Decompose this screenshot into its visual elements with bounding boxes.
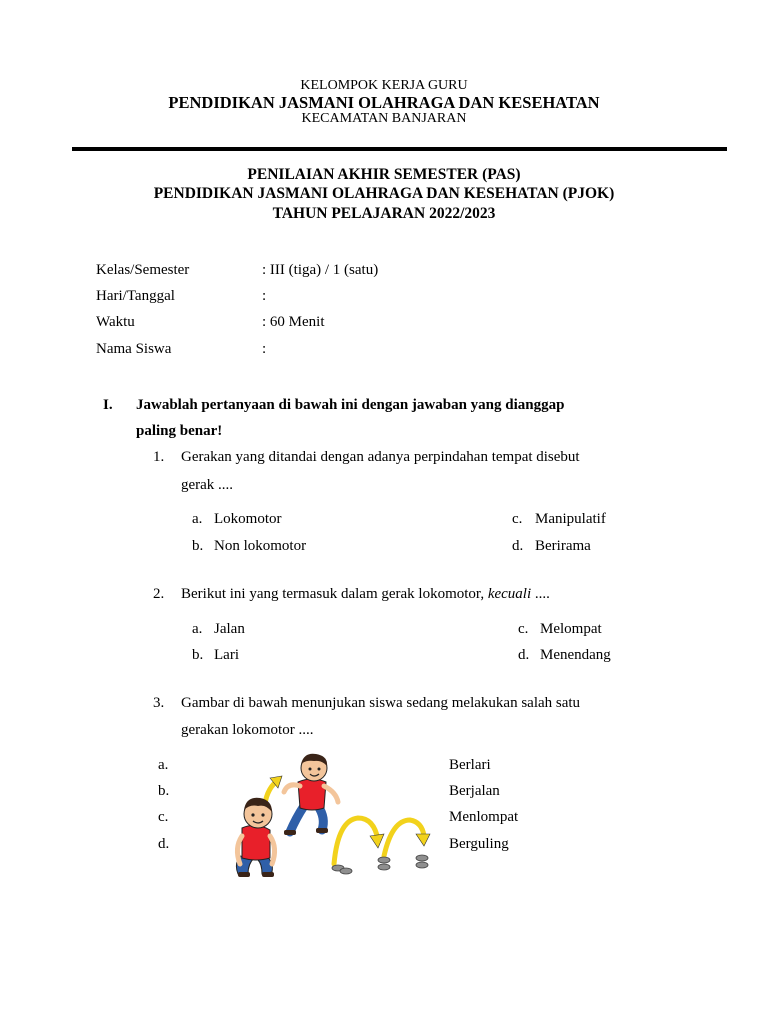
question-2-option-a-letter: a. [192,621,203,637]
question-3-option-b-letter: b. [158,783,170,799]
info-value-day: : [262,288,267,304]
question-2-option-d-letter: d. [518,647,530,663]
question-2-option-a[interactable]: Jalan [214,621,245,637]
question-1-option-b[interactable]: Non lokomotor [214,538,307,554]
info-label-class: Kelas/Semester [96,262,190,278]
header-divider [72,147,727,151]
question-3-option-c[interactable]: Menlompat [449,809,519,825]
section-number: I. [103,397,113,413]
info-value-name: : [262,341,267,357]
question-2-option-b-letter: b. [192,647,204,663]
question-2-option-c-letter: c. [518,621,529,637]
arrow-arc-icon-2 [384,820,424,856]
question-1-number: 1. [153,449,165,465]
header-line-3: KECAMATAN BANJARAN [301,111,467,126]
question-2-option-b[interactable]: Lari [214,647,239,663]
exam-title-line-3: TAHUN PELAJARAN 2022/2023 [272,205,496,222]
exam-title-line-2: PENDIDIKAN JASMANI OLAHRAGA DAN KESEHATAN (PJOK) [153,185,615,202]
question-1-option-d-letter: d. [512,538,524,554]
question-2-text-end: .... [534,586,550,602]
question-3-option-b[interactable]: Berjalan [449,783,500,799]
info-value-class: : III (tiga) / 1 (satu) [262,262,379,278]
info-label-day: Hari/Tanggal [96,288,175,304]
section-instruction-line-2: paling benar! [136,423,223,439]
question-2-number: 2. [153,586,165,602]
info-label-name: Nama Siswa [96,341,172,357]
exam-title-line-1: PENILAIAN AKHIR SEMESTER (PAS) [247,166,521,183]
section-instruction-line-1: Jawablah pertanyaan di bawah ini dengan jawaban yang dianggap [136,397,565,413]
question-3-option-d-letter: d. [158,836,170,852]
question-1-text-line-1: Gerakan yang ditandai dengan adanya perpindahan tempat disebut [181,449,580,465]
header-line-1: KELOMPOK KERJA GURU [300,78,468,93]
footprints [332,855,428,874]
question-1-option-a[interactable]: Lokomotor [214,511,282,527]
question-1-option-a-letter: a. [192,511,203,527]
question-2-option-c[interactable]: Melompat [540,621,602,637]
question-1-option-d[interactable]: Berirama [535,538,591,554]
question-2-text [181,586,550,603]
question-3-text-line-2: gerakan lokomotor .... [181,722,314,738]
info-label-time: Waktu [96,314,135,330]
arrow-arc-icon [334,818,378,864]
question-3-option-c-letter: c. [158,809,169,825]
question-1-option-c[interactable]: Manipulatif [535,511,606,527]
kid-jumping [284,754,338,835]
kid-crouching [236,798,274,877]
question-3-option-a[interactable]: Berlari [449,757,491,773]
question-3-text-line-1: Gambar di bawah menunjukan siswa sedang melakukan salah satu [181,695,581,711]
question-2-text-italic: kecuali [487,586,532,602]
info-value-time: : 60 Menit [262,314,325,330]
jumping-kids-illustration [226,752,440,882]
question-3-option-a-letter: a. [158,757,169,773]
question-1-text-line-2: gerak .... [181,477,234,493]
question-1-option-c-letter: c. [512,511,523,527]
question-2-text-main: Berikut ini yang termasuk dalam gerak lokomotor, [181,586,485,602]
question-3-option-d[interactable]: Berguling [449,836,509,852]
question-2-option-d[interactable]: Menendang [540,647,611,663]
header-line-2: PENDIDIKAN JASMANI OLAHRAGA DAN KESEHATAN [168,93,600,112]
question-1-option-b-letter: b. [192,538,204,554]
question-3-number: 3. [153,695,165,711]
